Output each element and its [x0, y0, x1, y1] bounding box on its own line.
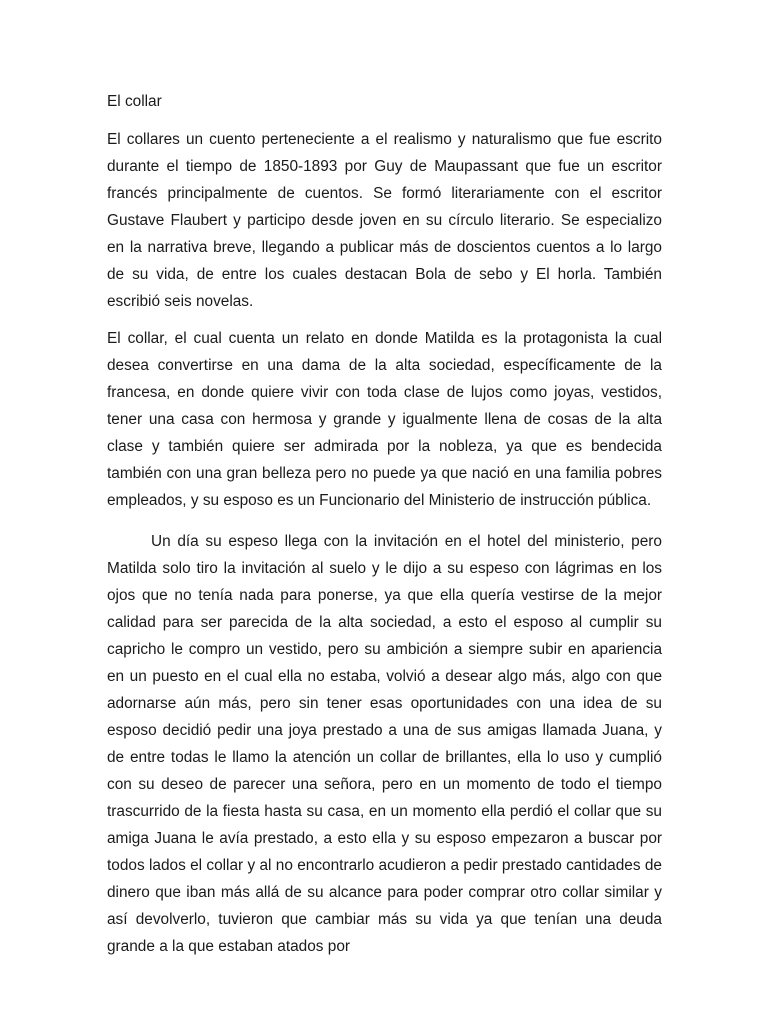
paragraph-2: El collar, el cual cuenta un relato en donde Matilda es la protagonista la cual desea convertirse en una dama de la alta sociedad, específicamente de la francesa, en donde quiere vivir con toda clase de lujos como joyas, vestidos, tener una casa con hermosa y grande y igualmente llena de cosas de la alta clase y también quiere ser admirada por la nobleza, ya que es bendecida también con una gran belleza pero no puede ya que nació en una familia pobres empleados, y su esposo es un Funcionario del Ministerio de instrucción pública.	[107, 330, 662, 509]
paragraph-1: El collares un cuento perteneciente a el realismo y naturalismo que fue escrito durante el tiempo de 1850-1893 por Guy de Maupassant que fue un escritor francés principalmente de cuentos. Se formó literariamente con el escritor Gustave Flaubert y participo desde joven en su círculo literario. Se especializo en la narrativa breve, llegando a publicar más de doscientos cuentos a lo largo de su vida, de entre los cuales destacan Bola de sebo y El horla. También escribió seis novelas.	[107, 131, 662, 310]
paragraph-3: Un día su espeso llega con la invitación en el hotel del ministerio, pero Matilda solo tiro la invitación al suelo y le dijo a su espeso con lágrimas en los ojos que no tenía nada para ponerse, ya que ella quería vestirse de la mejor calidad para ser parecida de la alta sociedad, a esto el esposo al cumplir su capricho le compro un vestido, pero su ambición a siempre subir en apariencia en un puesto en el cual ella no estaba, volvió a desear algo más, algo con que adornarse aún más, pero sin tener esas oportunidades con una idea de su esposo decidió pedir una joya prestado a una de sus amigas llamada Juana, y de entre todas le llamo la atención un collar de brillantes, ella lo uso y cumplió con su deseo de parecer una señora, pero en un momento de todo el tiempo trascurrido de la fiesta hasta su casa, en un momento ella perdió el collar que su amiga Juana le avía prestado, a esto ella y su esposo empezaron a buscar por todos lados el collar y al no encontrarlo acudieron a pedir prestado cantidades de dinero que iban más allá de su alcance para poder comprar otro collar similar y así devolverlo, tuvieron que cambiar más su vida ya que tenían una deuda grande a la que estaban atados por	[107, 533, 662, 955]
document-body	[107, 88, 662, 970]
document-title: El collar	[107, 93, 162, 110]
